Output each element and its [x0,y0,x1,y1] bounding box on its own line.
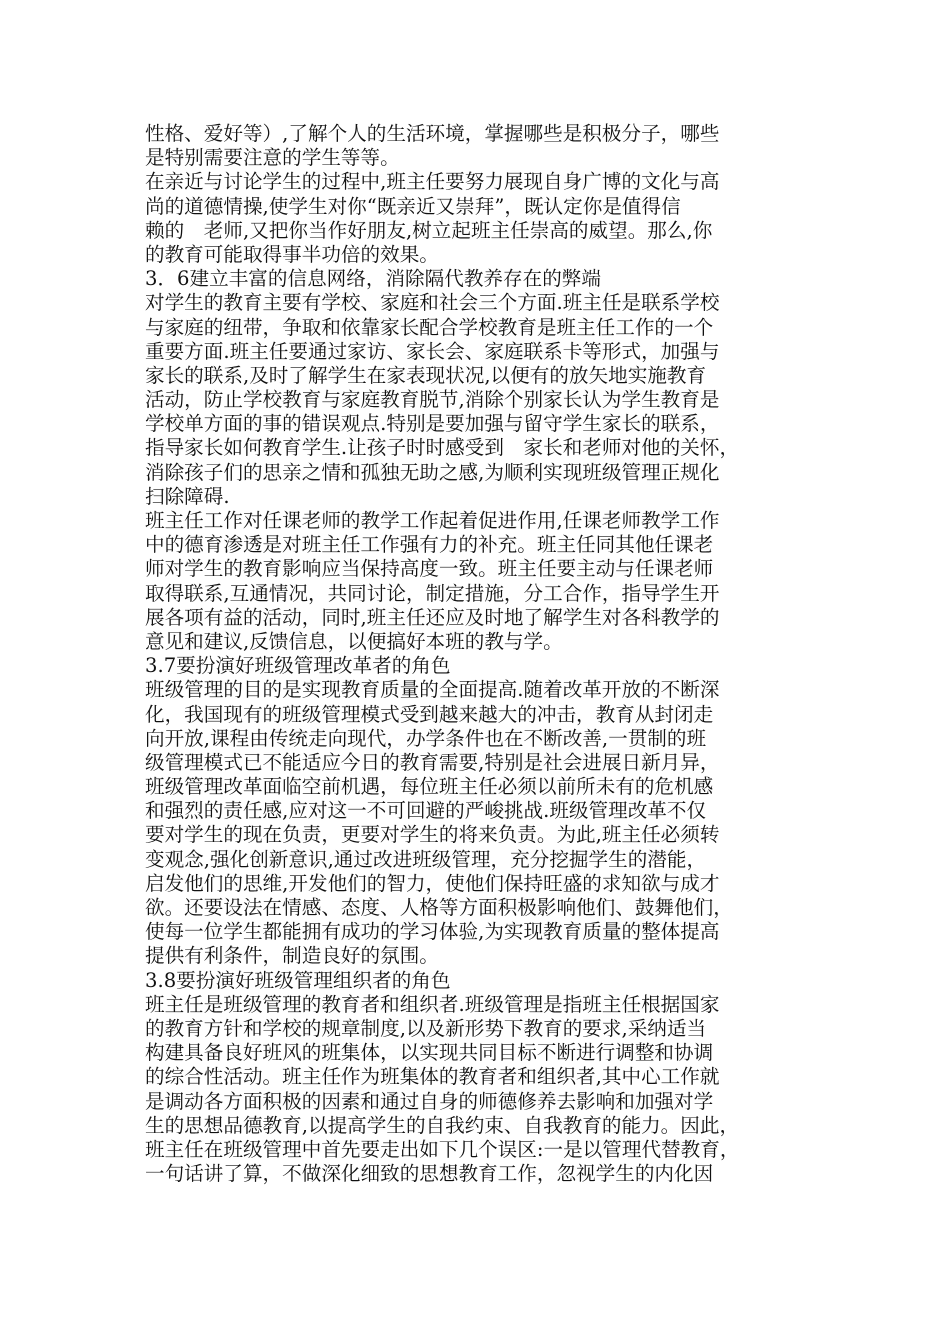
text-line: 扫除障碍. [145,484,230,508]
text-line: 与家庭的纽带，争取和依靠家长配合学校教育是班主任工作的一个 [145,315,714,339]
text-line: 的综合性活动。班主任作为班集体的教育者和组织者,其中心工作就 [145,1065,720,1089]
text-line: 指导家长如何教育学生.让孩子时时感受到 家长和老师对他的关怀， [145,436,740,460]
text-line: 班级管理改革面临空前机遇，每位班主任必须以前所未有的危机感 [145,775,714,799]
text-line: 展各项有益的活动，同时,班主任还应及时地了解学生对各科教学的 [145,605,720,629]
text-line: 班主任是班级管理的教育者和组织者.班级管理是指班主任根据国家 [145,992,720,1016]
text-line: 生的思想品德教育,以提高学生的自我约束、自我教育的能力。因此， [145,1113,740,1137]
text-line: 班级管理的目的是实现教育质量的全面提高.随着改革开放的不断深 [145,678,720,702]
text-line: 的教育方针和学校的规章制度,以及新形势下教育的要求,采纳适当 [145,1016,707,1040]
text-line: 取得联系,互通情况，共同讨论，制定措施，分工合作，指导学生开 [145,581,720,605]
text-line: 赖的 老师,又把你当作好朋友,树立起班主任崇高的威望。那么,你 [145,218,713,242]
text-line: 学校单方面的事的错误观点.特别是要加强与留守学生家长的联系， [145,412,720,436]
text-line: 提供有利条件，制造良好的氛围。 [145,944,439,968]
text-line: 家长的联系,及时了解学生在家表现状况,以便有的放矢地实施教育 [145,363,707,387]
body-text [145,122,815,1186]
text-line: 向开放,课程由传统走向现代，办学条件也在不断改善,一贯制的班 [145,726,707,750]
text-line: 和强烈的责任感,应对这一不可回避的严峻挑战.班级管理改革不仅 [145,799,707,823]
text-line: 师对学生的教育影响应当保持高度一致。班主任要主动与任课老师 [145,557,714,581]
section-heading: 3．6建立丰富的信息网络，消除隔代教养存在的弊端 [145,267,601,291]
text-line: 在亲近与讨论学生的过程中,班主任要努力展现自身广博的文化与高 [145,170,720,194]
text-line: 级管理模式已不能适应今日的教育需要,特别是社会进展日新月异， [145,750,720,774]
text-line: 要对学生的现在负责，更要对学生的将来负责。为此,班主任必须转 [145,823,720,847]
text-line: 中的德育渗透是对班主任工作强有力的补充。班主任同其他任课老 [145,533,714,557]
text-line: 活动，防止学校教育与家庭教育脱节,消除个别家长认为学生教育是 [145,388,720,412]
text-line: 性格、爱好等）,了解个人的生活环境，掌握哪些是积极分子，哪些 [145,122,720,145]
text-line: 尚的道德情操,使学生对你“既亲近又崇拜”，既认定你是值得信 [145,194,681,218]
text-line: 重要方面.班主任要通过家访、家长会、家庭联系卡等形式，加强与 [145,339,720,363]
section-heading: 3.7要扮演好班级管理改革者的角色 [145,654,451,678]
text-line: 是调动各方面积极的因素和通过自身的师德修养去影响和加强对学 [145,1089,714,1113]
text-line: 的教育可能取得事半功倍的效果。 [145,242,439,266]
text-line: 班主任在班级管理中首先要走出如下几个误区:一是以管理代替教育， [145,1137,740,1161]
text-line: 化，我国现有的班级管理模式受到越来越大的冲击，教育从封闭走 [145,702,714,726]
text-line: 启发他们的思维,开发他们的智力，使他们保持旺盛的求知欲与成才 [145,871,720,895]
text-line: 使每一位学生都能拥有成功的学习体验,为实现教育质量的整体提高 [145,920,720,944]
text-line: 一句话讲了算，不做深化细致的思想教育工作，忽视学生的内化因 [145,1162,714,1186]
text-line: 班主任工作对任课老师的教学工作起着促进作用,任课老师教学工作 [145,509,720,532]
text-line: 对学生的教育主要有学校、家庭和社会三个方面.班主任是联系学校 [145,291,720,315]
text-line: 构建具备良好班风的班集体，以实现共同目标不断进行调整和协调 [145,1041,714,1065]
text-line: 消除孩子们的思亲之情和孤独无助之感,为顺利实现班级管理正规化 [145,460,720,484]
text-line: 变观念,强化创新意识,通过改进班级管理，充分挖掘学生的潜能， [145,847,707,871]
text-line: 欲。还要设法在情感、态度、人格等方面积极影响他们、鼓舞他们， [145,896,733,919]
text-line: 是特别需要注意的学生等等。 [145,146,400,170]
section-heading: 3.8要扮演好班级管理组织者的角色 [145,968,451,992]
text-line: 意见和建议,反馈信息，以便搞好本班的教与学。 [145,629,563,653]
